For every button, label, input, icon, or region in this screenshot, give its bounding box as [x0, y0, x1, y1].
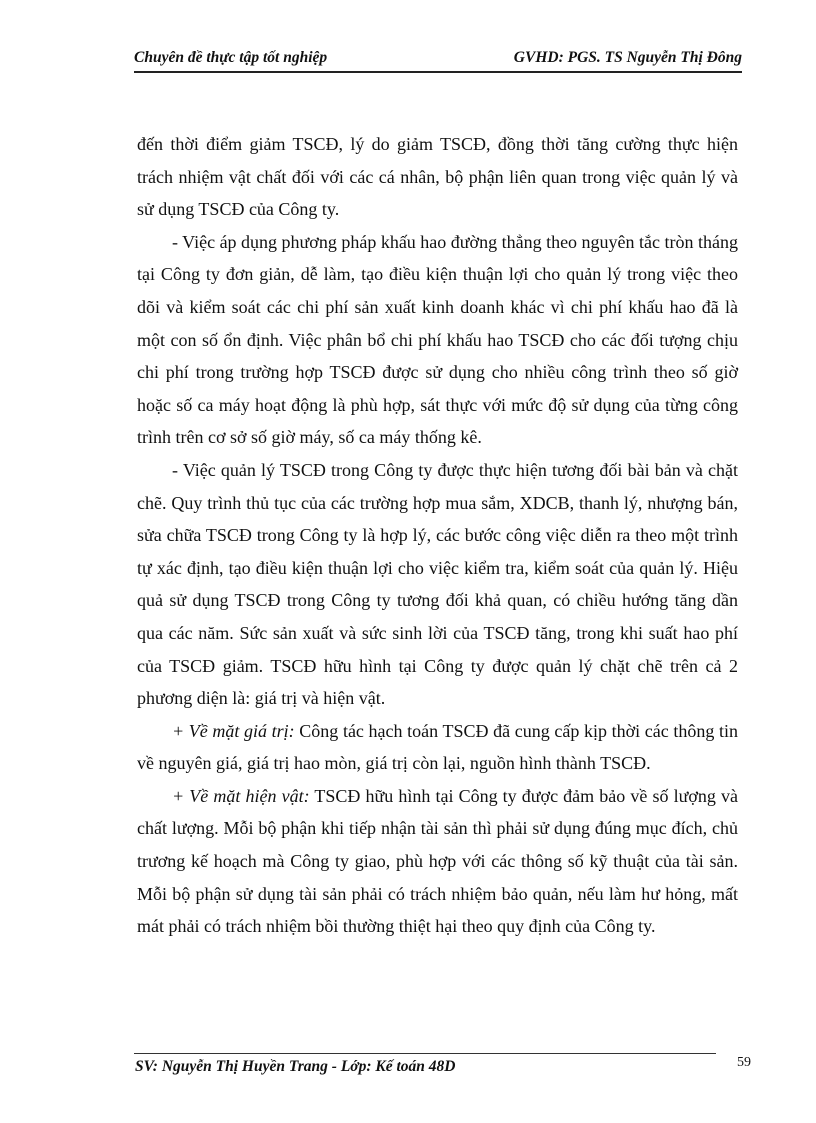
document-body	[137, 128, 738, 943]
header-advisor: GVHD: PGS. TS Nguyễn Thị Đông	[513, 49, 742, 66]
paragraph-2: - Việc áp dụng phương pháp khấu hao đường thẳng theo nguyên tắc tròn tháng tại Công ty đơn giản, dễ làm, tạo điều kiện thuận lợi cho quản lý trong việc theo dõi và kiểm soát các chi phí sản xuất kinh doanh khác vì chi phí khấu hao đã là một con số ổn định. Việc phân bổ chi phí khấu hao TSCĐ cho các đối tượng chịu chi phí trong trường hợp TSCĐ được sử dụng cho nhiều công trình theo số giờ hoặc số ca máy hoạt động là phù hợp, sát thực với mức độ sử dụng của từng công trình trên cơ sở số giờ máy, số ca máy thống kê.	[137, 231, 739, 448]
paragraph-5-lead: + Về mặt hiện vật:	[172, 785, 310, 806]
footer-author: SV: Nguyễn Thị Huyền Trang - Lớp: Kế toán 48D	[135, 1058, 456, 1075]
page-header	[134, 49, 742, 73]
paragraph-4	[137, 715, 738, 780]
paragraph-3: - Việc quản lý TSCĐ trong Công ty được thực hiện tương đối bài bản và chặt chẽ. Quy trình thủ tục của các trường hợp mua sắm, XDCB, thanh lý, nhượng bán, sửa chữa TSCĐ trong Công ty là hợp lý, các bước công việc diễn ra theo một trình tự xác định, tạo điều kiện thuận lợi cho việc kiểm tra, kiểm soát của quản lý. Hiệu quả sử dụng TSCĐ trong Công ty tương đối khả quan, có chiều hướng tăng dần qua các năm. Sức sản xuất và sức sinh lời của TSCĐ tăng, trong khi suất hao phí của TSCĐ giảm. TSCĐ hữu hình tại Công ty được quản lý chặt chẽ trên cả 2 phương diện là: giá trị và hiện vật.	[137, 459, 738, 709]
paragraph-5-text: TSCĐ hữu hình tại Công ty được đảm bảo về số lượng và chất lượng. Mỗi bộ phận khi tiếp nhận tài sản thì phải sử dụng đúng mục đích, chủ trương kế hoạch mà Công ty giao, phù hợp với các thông số kỹ thuật của tài sản. Mỗi bộ phận sử dụng tài sản phải có trách nhiệm bảo quản, nếu làm hư hỏng, mất mát phải có trách nhiệm bồi thường thiệt hại theo quy định của Công ty.	[137, 785, 738, 937]
paragraph-5	[137, 780, 738, 943]
page-number: 59	[737, 1055, 751, 1070]
paragraph-1: đến thời điểm giảm TSCĐ, lý do giảm TSCĐ, đồng thời tăng cường thực hiện trách nhiệm vật chất đối với các cá nhân, bộ phận liên quan trong việc quản lý và sử dụng TSCĐ của Công ty.	[137, 134, 738, 220]
footer-divider	[134, 1053, 716, 1054]
paragraph-4-text: Công tác hạch toán TSCĐ đã cung cấp kịp thời các thông tin về nguyên giá, giá trị hao mòn, giá trị còn lại, nguồn hình thành TSCĐ.	[137, 720, 738, 774]
paragraph-4-lead: + Về mặt giá trị:	[172, 720, 295, 741]
header-title: Chuyên đề thực tập tốt nghiệp	[134, 49, 328, 66]
